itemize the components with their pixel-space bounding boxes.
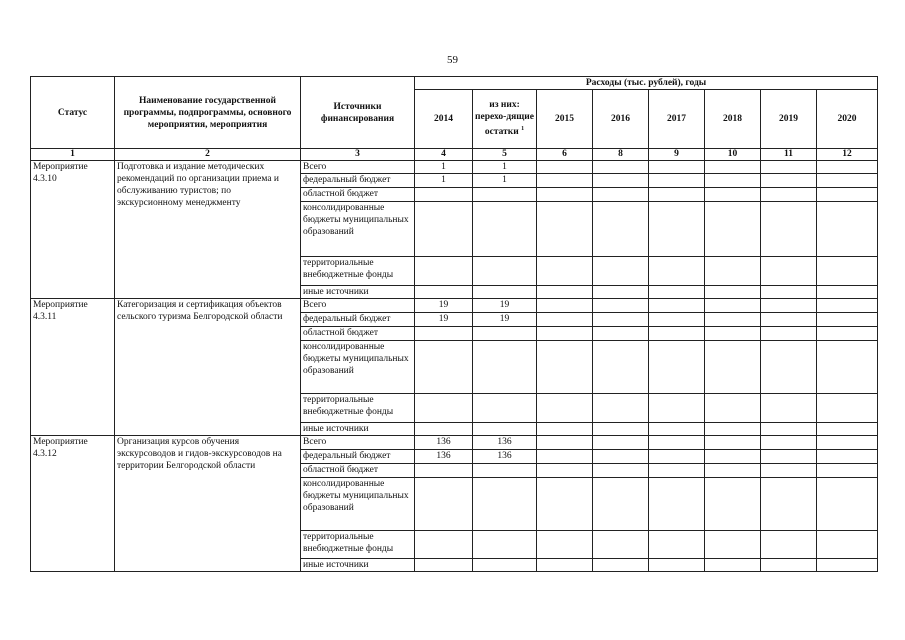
value-carryover: 136: [473, 436, 537, 450]
activity-name: Категоризация и сертификация объектов сельского туризма Белгородской области: [115, 299, 301, 436]
header-2019: 2019: [761, 90, 817, 149]
table-row: [31, 299, 878, 313]
source-label: Всего: [301, 161, 415, 174]
activity-name: Подготовка и издание методических рекомендаций по организации приема и обслуживанию туристов; по экскурсионному менеджменту: [115, 161, 301, 299]
column-number: 12: [817, 149, 878, 161]
header-2020: 2020: [817, 90, 878, 149]
value-2014: 19: [415, 299, 473, 313]
source-label: областной бюджет: [301, 327, 415, 341]
value-carryover: 19: [473, 313, 537, 327]
activity-name: Организация курсов обучения экскурсоводов и гидов-экскурсоводов на территории Белгородской области: [115, 436, 301, 572]
budget-table: [30, 76, 878, 572]
column-number: 5: [473, 149, 537, 161]
table-row: [31, 436, 878, 450]
value-2014: 136: [415, 436, 473, 450]
table-row: [31, 161, 878, 174]
header-expenses: Расходы (тыс. рублей), годы: [415, 77, 878, 90]
value-carryover: 19: [473, 299, 537, 313]
page-number: 59: [447, 54, 458, 66]
source-label: территориальные внебюджетные фонды: [301, 394, 415, 423]
column-number: 10: [705, 149, 761, 161]
source-label: территориальные внебюджетные фонды: [301, 257, 415, 286]
column-number: 1: [31, 149, 115, 161]
source-label: Всего: [301, 436, 415, 450]
footnote-marker: 1: [521, 126, 525, 133]
column-number: 11: [761, 149, 817, 161]
source-label: консолидированные бюджеты муниципальных образований: [301, 202, 415, 257]
source-label: федеральный бюджет: [301, 313, 415, 327]
header-2017: 2017: [649, 90, 705, 149]
source-label: иные источники: [301, 286, 415, 299]
value-carryover: 1: [473, 161, 537, 174]
header-name: Наименование государственной программы, подпрограммы, основного мероприятия, мероприятия: [115, 77, 301, 149]
source-label: территориальные внебюджетные фонды: [301, 531, 415, 559]
column-number: 4: [415, 149, 473, 161]
column-number-row: [31, 149, 878, 161]
source-label: областной бюджет: [301, 188, 415, 202]
column-number: 3: [301, 149, 415, 161]
header-2016: 2016: [593, 90, 649, 149]
source-label: Всего: [301, 299, 415, 313]
value-2014: 1: [415, 161, 473, 174]
value-2014: 19: [415, 313, 473, 327]
column-number: 2: [115, 149, 301, 161]
source-label: федеральный бюджет: [301, 174, 415, 188]
value-2014: 1: [415, 174, 473, 188]
value-carryover: 136: [473, 450, 537, 464]
activity-status: Мероприятие 4.3.11: [31, 299, 115, 436]
source-label: иные источники: [301, 559, 415, 572]
header-2018: 2018: [705, 90, 761, 149]
header-sources: Источники финансирования: [301, 77, 415, 149]
source-label: областной бюджет: [301, 464, 415, 478]
header-2015: 2015: [537, 90, 593, 149]
source-label: иные источники: [301, 423, 415, 436]
source-label: консолидированные бюджеты муниципальных образований: [301, 341, 415, 394]
header-carryover: из них: перехо-дящие остатки $^1$: [473, 90, 537, 149]
source-label: консолидированные бюджеты муниципальных образований: [301, 478, 415, 531]
column-number: 6: [537, 149, 593, 161]
activity-status: Мероприятие 4.3.12: [31, 436, 115, 572]
activity-status: Мероприятие 4.3.10: [31, 161, 115, 299]
source-label: федеральный бюджет: [301, 450, 415, 464]
column-number: 8: [593, 149, 649, 161]
header-2014: 2014: [415, 90, 473, 149]
header-status: Статус: [31, 77, 115, 149]
value-carryover: 1: [473, 174, 537, 188]
column-number: 9: [649, 149, 705, 161]
value-2014: 136: [415, 450, 473, 464]
